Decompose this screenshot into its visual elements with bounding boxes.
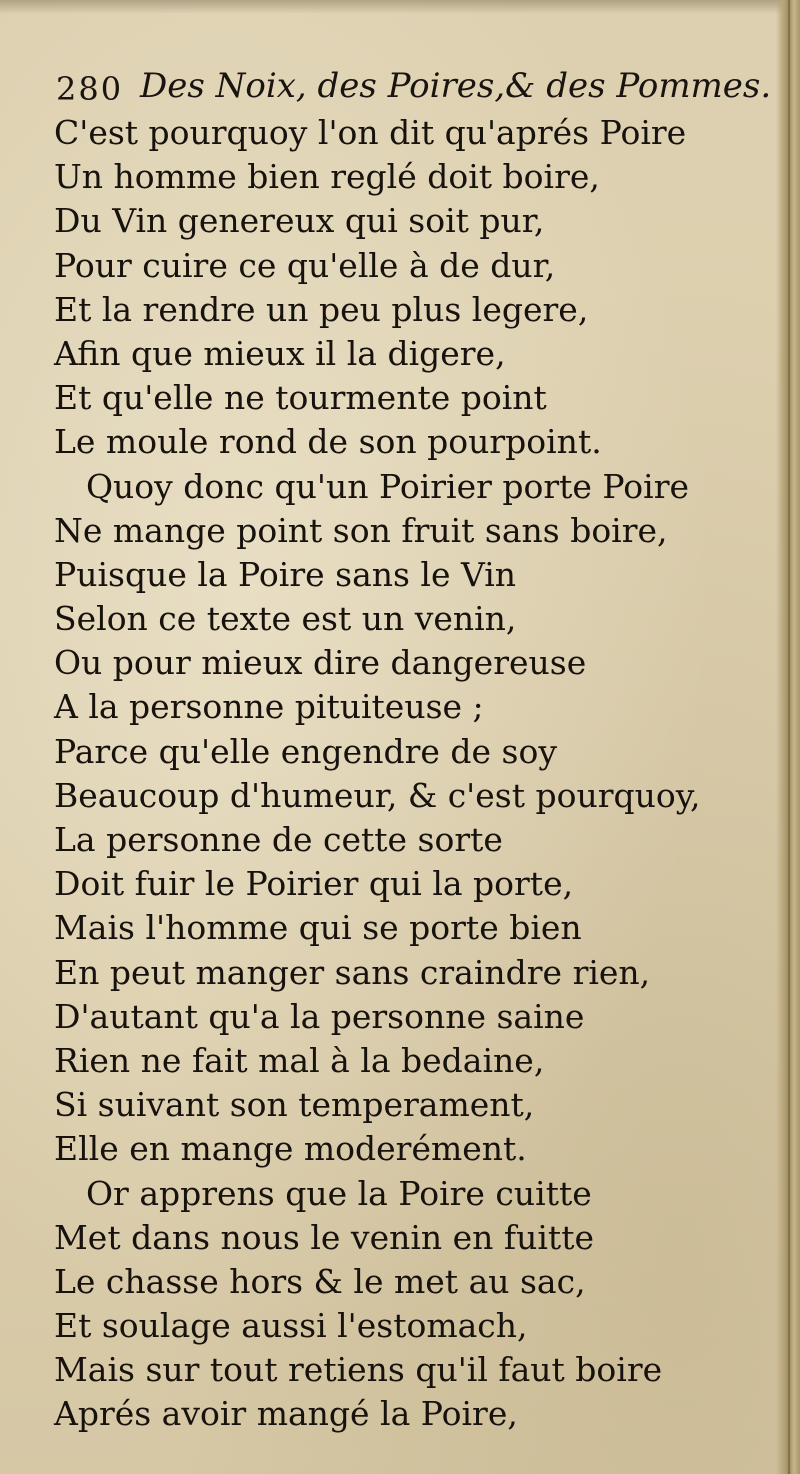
verse-line: Et la rendre un peu plus legere,	[54, 289, 589, 329]
verse-line: En peut manger sans craindre rien,	[54, 952, 651, 992]
verse-line: Rien ne fait mal à la bedaine,	[54, 1040, 545, 1080]
verse-line: D'autant qu'a la personne saine	[54, 996, 585, 1036]
verse-line: La personne de cette sorte	[54, 820, 503, 859]
verse-line: Ou pour mieux dire dangereuse	[54, 643, 587, 683]
verse-line: Selon ce texte est un venin,	[54, 599, 517, 639]
verse-line: Met dans nous le venin en fuitte	[54, 1217, 594, 1257]
verse-line: Puisque la Poire sans le Vin	[54, 554, 517, 594]
verse-line: Mais sur tout retiens qu'il faut boire	[54, 1350, 663, 1390]
page-header	[56, 62, 772, 112]
running-title: Des Noix, des Poires,& des Pommes.	[140, 66, 772, 106]
verse-line: Or apprens que la Poire cuitte	[86, 1173, 592, 1213]
verse-line: Un homme bien reglé doit boire,	[54, 157, 600, 197]
verse-line: Et soulage aussi l'estomach,	[54, 1306, 528, 1346]
page-edge-line	[788, 0, 790, 1474]
verse-line: Ne mange point son fruit sans boire,	[54, 510, 668, 550]
page-number: 280	[56, 70, 124, 108]
verse-line: Parce qu'elle engendre de soy	[54, 731, 557, 771]
verse-line: Aprés avoir mangé la Poire,	[54, 1394, 518, 1434]
verse-line: Si suivant son temperament,	[54, 1085, 535, 1125]
verse-line: Le moule rond de son pourpoint.	[54, 422, 602, 462]
verse-line: A la personne pituiteuse ;	[54, 687, 484, 727]
verse-line: Afin que mieux il la digere,	[54, 333, 506, 373]
verse-line: Quoy donc qu'un Poirier porte Poire	[86, 466, 690, 506]
page-top-shadow	[0, 0, 800, 14]
poem-text	[54, 111, 754, 1437]
verse-line: Et qu'elle ne tourmente point	[54, 378, 547, 418]
verse-line: C'est pourquoy l'on dit qu'aprés Poire	[54, 113, 687, 152]
verse-line: Mais l'homme qui se porte bien	[54, 908, 582, 948]
verse-line: Beaucoup d'humeur, & c'est pourquoy,	[54, 775, 701, 815]
verse-line: Du Vin genereux qui soit pur,	[54, 201, 545, 241]
verse-line: Pour cuire ce qu'elle à de dur,	[54, 245, 556, 285]
verse-line: Le chasse hors & le met au sac,	[54, 1261, 586, 1301]
verse-line: Elle en mange moderément.	[54, 1129, 527, 1169]
verse-line: Doit fuir le Poirier qui la porte,	[54, 864, 574, 904]
